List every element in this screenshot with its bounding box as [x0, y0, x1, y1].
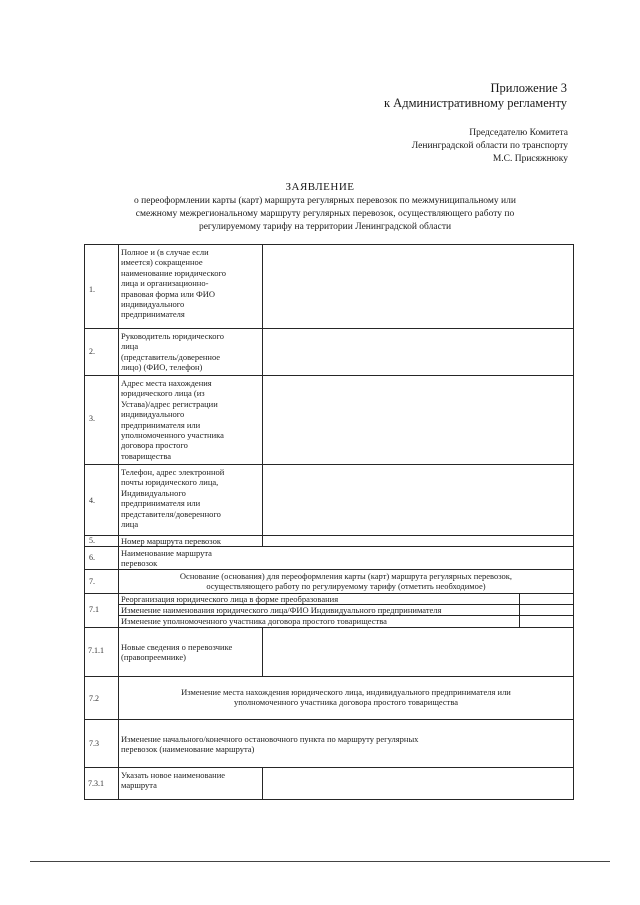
addressee-block — [412, 127, 568, 166]
row-number: 2. — [89, 347, 95, 356]
option-name-change: Изменение наименования юридического лица/ФИО Индивидуального предпринимателя — [121, 605, 442, 615]
row-number: 7.1.1 — [88, 646, 104, 655]
document-subtitle — [95, 195, 555, 234]
field-label-route-number: Номер маршрута перевозок — [121, 536, 221, 546]
table-rule — [262, 628, 263, 677]
table-rule — [519, 593, 520, 628]
subtitle-line: о переоформлении карты (карт) маршрута регулярных перевозок по межмуниципальному или — [134, 196, 516, 206]
row-number: 7.3.1 — [88, 779, 104, 788]
field-value-contacts[interactable] — [264, 466, 571, 533]
field-label-head-of-organization: Руководитель юридического лица (представитель/доверенное лицо) (ФИО, телефон) — [121, 331, 225, 373]
option-reorganization: Реорганизация юридического лица в форме преобразования — [121, 594, 339, 604]
row-number: 3. — [89, 414, 95, 423]
field-value-organization-name[interactable] — [264, 246, 571, 326]
table-rule — [118, 244, 119, 800]
field-value-head-of-organization[interactable] — [264, 330, 571, 373]
reorganization-checkbox[interactable] — [521, 594, 572, 604]
table-rule — [84, 328, 574, 329]
table-rule — [573, 244, 574, 800]
document-title: ЗАЯВЛЕНИЕ — [285, 181, 355, 193]
addressee-line: Ленинградской области по транспорту — [411, 141, 568, 151]
field-value-legal-address[interactable] — [264, 377, 571, 462]
appendix-reference: к Административному регламенту — [383, 96, 567, 110]
table-rule — [84, 569, 574, 570]
row-number: 7.3 — [89, 739, 99, 748]
name-change-checkbox[interactable] — [521, 605, 572, 615]
table-rule — [84, 767, 574, 768]
field-value-route-name[interactable] — [264, 548, 571, 568]
field-value-new-carrier-info[interactable] — [264, 629, 571, 675]
row-number: 1. — [89, 285, 95, 294]
row-number: 7.2 — [89, 694, 99, 703]
row-number: 4. — [89, 496, 95, 505]
application-form-table — [84, 244, 574, 800]
field-value-new-route-name[interactable] — [264, 769, 571, 798]
field-label-route-name: Наименование маршрута перевозок — [121, 548, 212, 569]
field-label-new-carrier-info: Новые сведения о перевозчике (правопреемнике) — [121, 642, 233, 663]
table-rule — [84, 719, 574, 720]
table-rule — [84, 464, 574, 465]
addressee-line: М.С. Присяжнюку — [492, 154, 568, 164]
table-rule — [262, 768, 263, 800]
table-rule — [84, 627, 574, 628]
field-label-contacts: Телефон, адрес электронной почты юридического лица, Индивидуального предпринимателя или представителя/доверенного лица — [121, 467, 225, 530]
option-address-change: Изменение места нахождения юридического лица, индивидуального предпринимателя или уполномоченного участника договора простого товарищества — [181, 687, 511, 708]
option-partner-change: Изменение уполномоченного участника договора простого товарищества — [121, 616, 387, 626]
field-label-legal-address: Адрес места нахождения юридического лица (из Устава)/адрес регистрации индивидуального предпринимателя или уполномоченного участника договора простого товарищества — [121, 378, 224, 461]
table-rule — [262, 244, 263, 547]
field-label-new-route-name: Указать новое наименование маршрута — [121, 770, 226, 791]
table-rule — [84, 676, 574, 677]
row-number: 7.1 — [89, 605, 99, 614]
subtitle-line: регулируемому тарифу на территории Ленинградской области — [198, 222, 452, 232]
table-rule — [84, 244, 85, 800]
table-rule — [84, 799, 574, 800]
field-value-route-number[interactable] — [264, 536, 571, 545]
appendix-number: Приложение 3 — [490, 81, 567, 95]
page-footer-rule — [30, 861, 610, 862]
row-number: 5. — [89, 536, 95, 545]
table-rule — [84, 244, 574, 245]
row-number: 7. — [89, 577, 95, 586]
row-number: 6. — [89, 553, 95, 562]
field-label-organization-name: Полное и (в случае если имеется) сокращенное наименование юридического лица и организационно- правовая форма или ФИО индивидуального предпринимателя — [121, 247, 227, 320]
table-rule — [84, 375, 574, 376]
addressee-line: Председателю Комитета — [469, 128, 568, 138]
appendix-heading — [384, 81, 567, 111]
subtitle-line: смежному межрегиональному маршруту регулярных перевозок, осуществляющего работу по — [135, 209, 515, 219]
option-stop-change: Изменение начального/конечного остановочного пункта по маршруту регулярных перевозок (наименование маршрута) — [121, 734, 419, 755]
partner-change-checkbox[interactable] — [521, 616, 572, 626]
field-label-reissue-grounds: Основание (основания) для переоформления карты (карт) маршрута регулярных перевозок, осуществляющего работу по регулируемому тарифу (отметить необходимое) — [179, 571, 513, 592]
